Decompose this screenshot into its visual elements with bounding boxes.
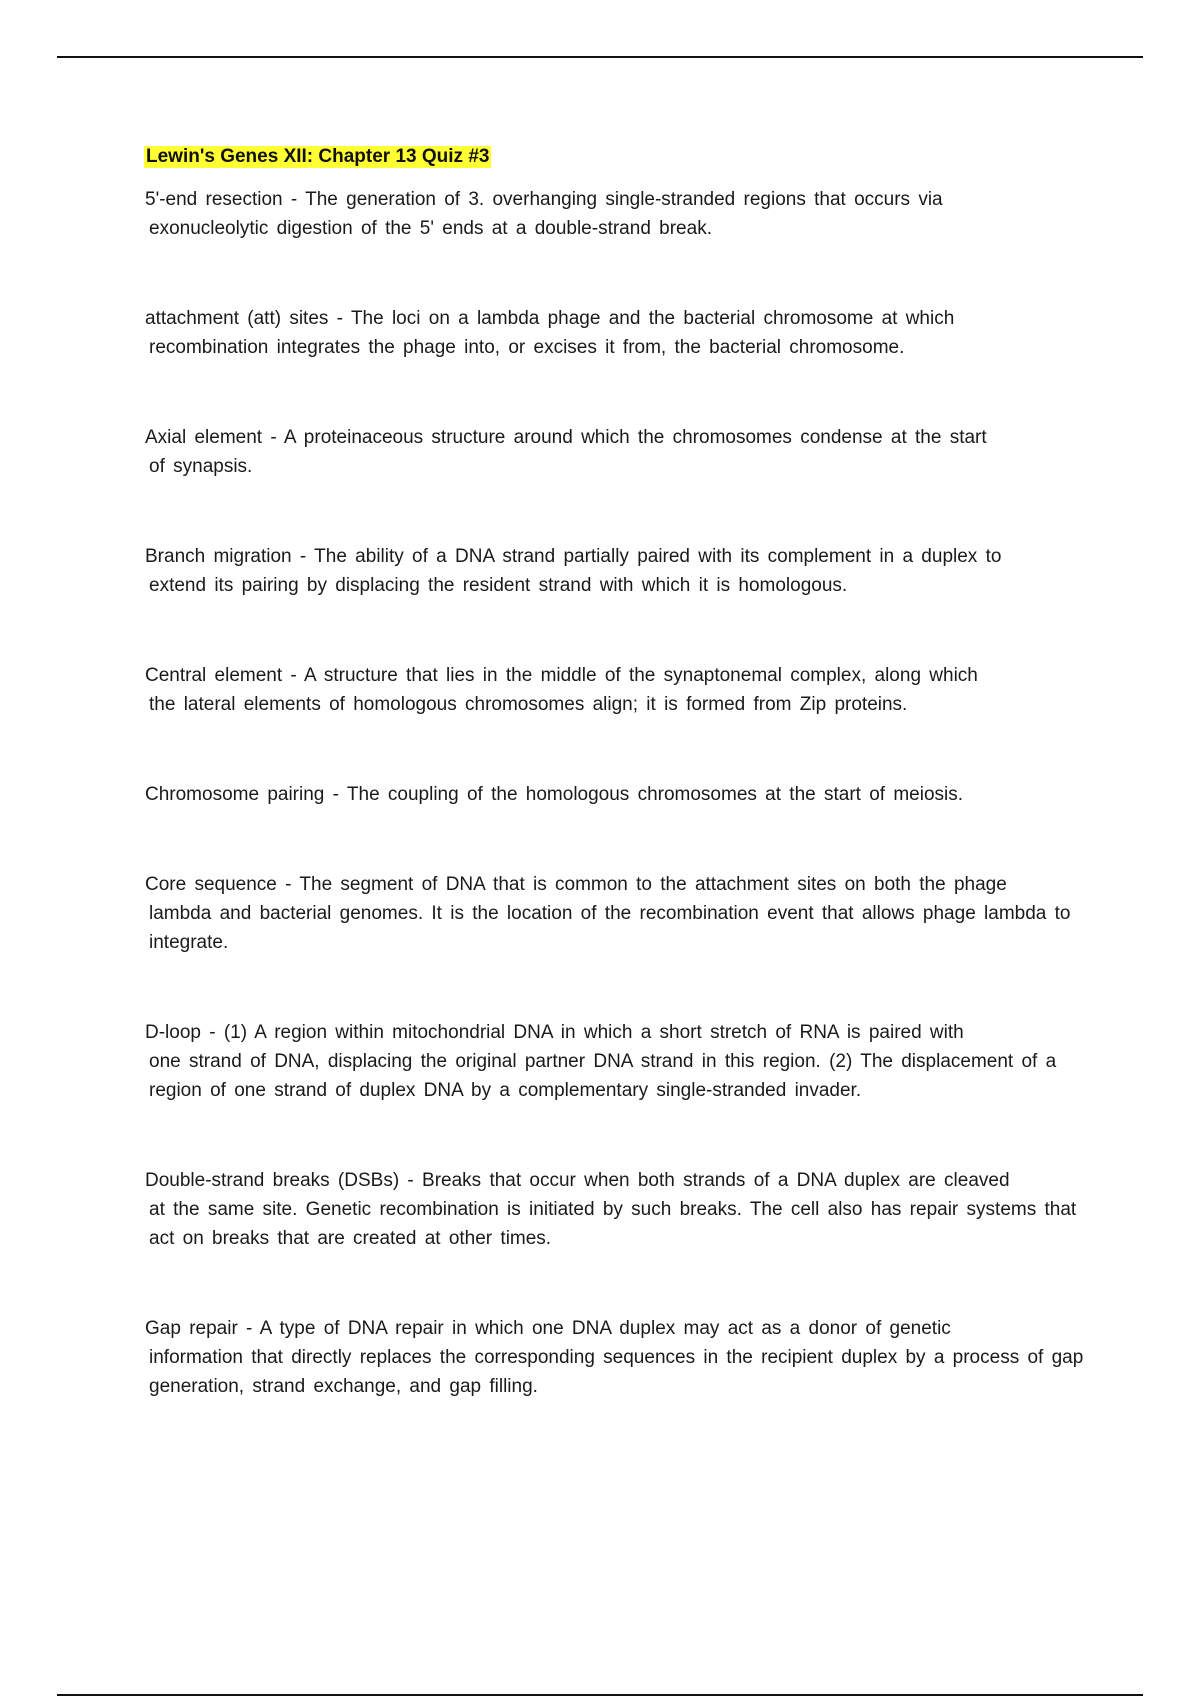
entry-first-line: Axial element - A proteinaceous structure around which the chromosomes condense at the start xyxy=(145,427,987,448)
entry-first-line: Chromosome pairing - The coupling of the homologous chromosomes at the start of meiosis. xyxy=(145,784,964,805)
entry-first-line: attachment (att) sites - The loci on a lambda phage and the bacterial chromosome at which xyxy=(145,308,955,329)
entry-first-line: Core sequence - The segment of DNA that is common to the attachment sites on both the phage xyxy=(145,874,1007,895)
glossary-entry-branch-migration xyxy=(145,542,1095,600)
glossary-entry-axial-element xyxy=(145,423,1095,481)
entry-continuation: recombination integrates the phage into, or excises it from, the bacterial chromosome. xyxy=(149,337,905,358)
entry-first-line: Double-strand breaks (DSBs) - Breaks that occur when both strands of a DNA duplex are cleaved xyxy=(145,1170,1010,1191)
glossary-entry-core-sequence xyxy=(145,870,1095,957)
header-rule xyxy=(57,56,1143,58)
entry-first-line: Gap repair - A type of DNA repair in which one DNA duplex may act as a donor of genetic xyxy=(145,1318,951,1339)
entry-continuation: at the same site. Genetic recombination is initiated by such breaks. The cell also has repair systems that act on breaks that are created at other times. xyxy=(149,1199,1077,1249)
entry-continuation: of synapsis. xyxy=(149,456,253,477)
entry-first-line: Branch migration - The ability of a DNA strand partially paired with its complement in a duplex to xyxy=(145,546,1002,567)
entry-continuation: extend its pairing by displacing the resident strand with which it is homologous. xyxy=(149,575,848,596)
document-title: Lewin's Genes XII: Chapter 13 Quiz #3 xyxy=(146,146,490,167)
glossary-entry-attachment-sites xyxy=(145,304,1095,362)
entry-first-line: D-loop - (1) A region within mitochondrial DNA in which a short stretch of RNA is paired with xyxy=(145,1022,964,1043)
document-body xyxy=(145,146,1095,1401)
glossary-entry-5-end-resection xyxy=(145,185,1095,243)
entry-continuation: the lateral elements of homologous chromosomes align; it is formed from Zip proteins. xyxy=(149,694,908,715)
entry-continuation: exonucleolytic digestion of the 5' ends at a double-strand break. xyxy=(149,218,712,239)
entry-first-line: Central element - A structure that lies in the middle of the synaptonemal complex, along which xyxy=(145,665,978,686)
entry-continuation: lambda and bacterial genomes. It is the location of the recombination event that allows phage lambda to integrate. xyxy=(149,903,1071,953)
glossary-entry-double-strand-breaks xyxy=(145,1166,1095,1253)
glossary-entry-d-loop xyxy=(145,1018,1095,1105)
footer-rule xyxy=(57,1694,1143,1696)
entry-first-line: 5'-end resection - The generation of 3. overhanging single-stranded regions that occurs via xyxy=(145,189,943,210)
entry-continuation: information that directly replaces the corresponding sequences in the recipient duplex by a process of gap generation, strand exchange, and gap filling. xyxy=(149,1347,1084,1397)
glossary-entry-central-element xyxy=(145,661,1095,719)
glossary-entry-gap-repair xyxy=(145,1314,1095,1401)
entry-continuation: one strand of DNA, displacing the original partner DNA strand in this region. (2) The displacement of a region of one strand of duplex DNA by a complementary single-stranded invader. xyxy=(149,1051,1057,1101)
glossary-entry-chromosome-pairing xyxy=(145,780,1095,809)
